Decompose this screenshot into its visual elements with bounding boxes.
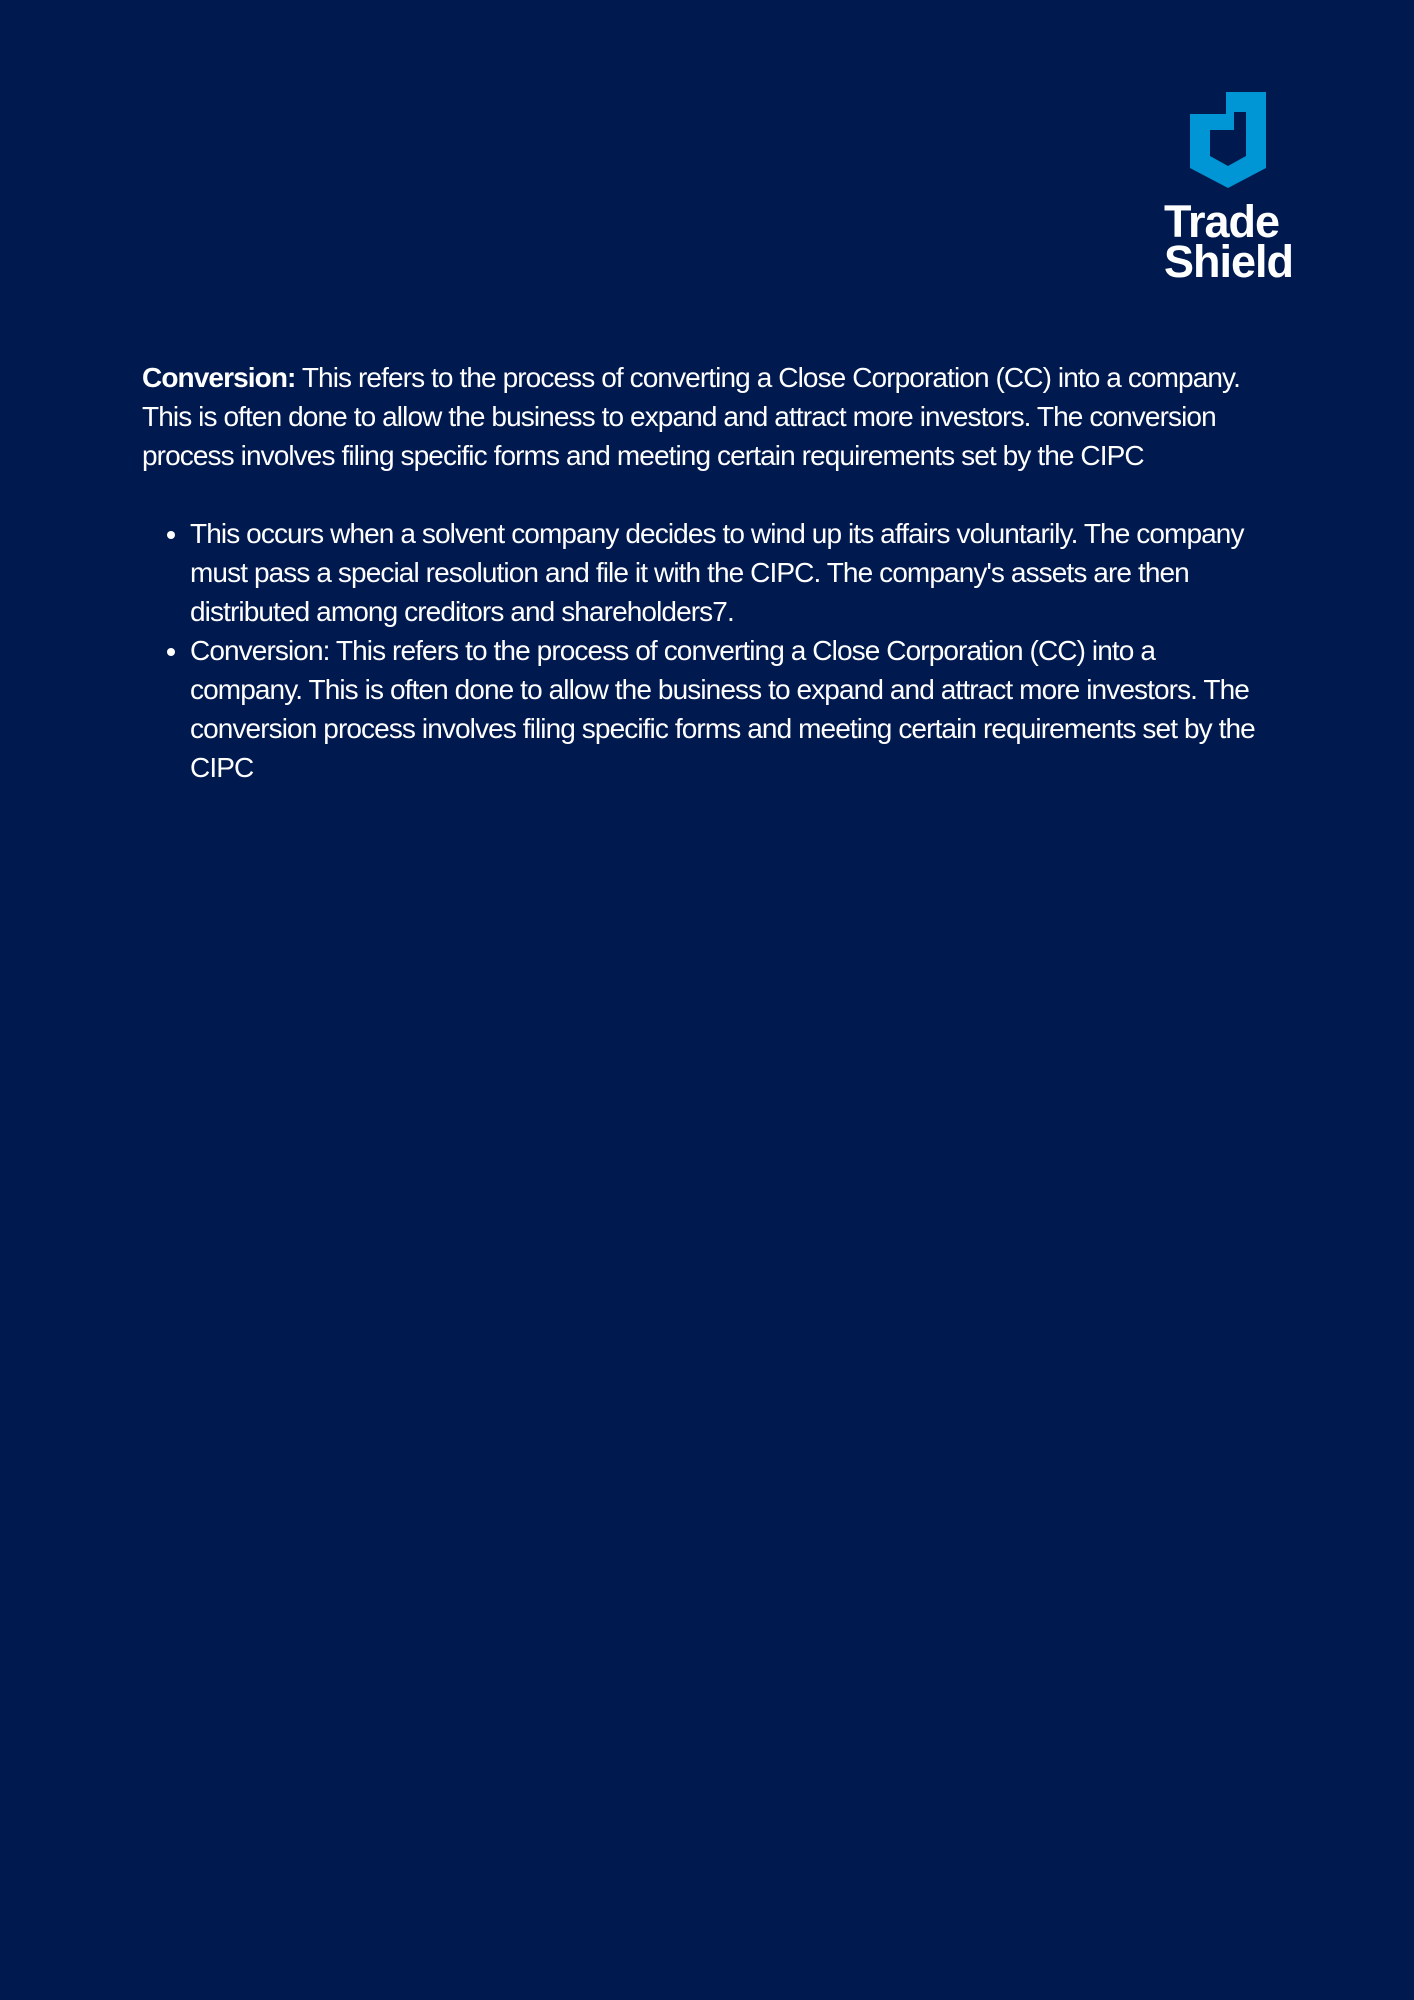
term-label: Conversion: [142,362,296,393]
term-definition: This refers to the process of converting a Close Corporation (CC) into a company. This is often done to allow the business to expand and attract more investors. The conversion process involves filing specific forms and meeting certain requirements set by the CIPC [142,362,1240,471]
list-item: • Conversion: This refers to the process of converting a Close Corporation (CC) into a company. This is often done to allow the business to expand and attract more investors. The conversion process involves filing specific forms and meeting certain requirements set by the CIPC [190,631,1262,787]
logo-text-trade: Trade [1164,196,1280,247]
conversion-paragraph [142,358,1262,475]
list-item: • This occurs when a solvent company decides to wind up its affairs voluntarily. The company must pass a special resolution and file it with the CIPC. The company's assets are then distributed among creditors and shareholders7. [190,514,1262,631]
logo-text-shield: Shield [1164,236,1294,287]
tradeshield-logo [1160,92,1310,287]
shield-icon [1190,92,1266,188]
document-body [142,358,1262,787]
bullet-list [142,514,1262,787]
